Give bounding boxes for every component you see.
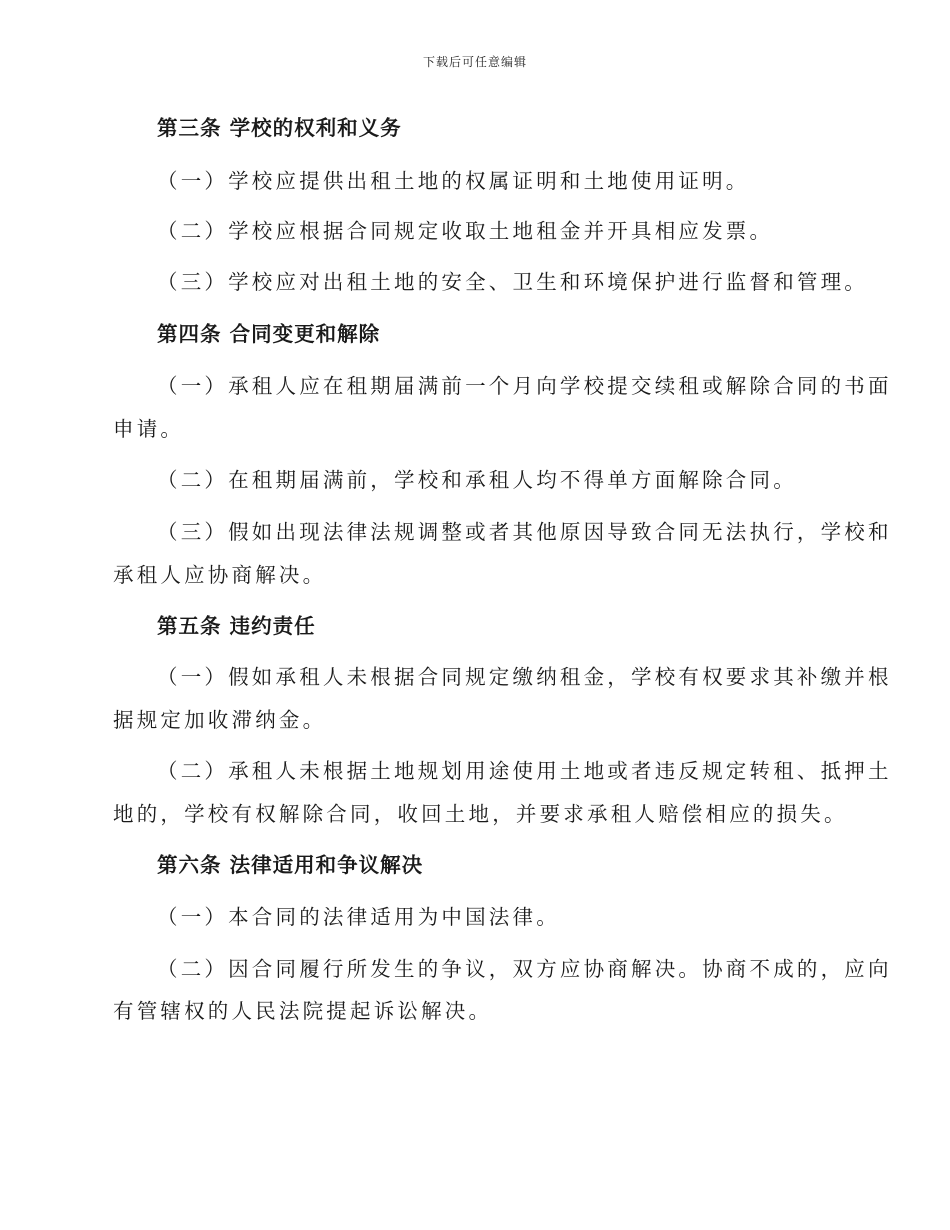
page-header: 下载后可任意编辑: [422, 55, 527, 69]
clause-4-3-line-1: （三）假如出现法律法规调整或者其他原因导致合同无法执行，学校和: [157, 520, 892, 544]
article-4-heading: 第四条 合同变更和解除: [157, 322, 381, 346]
article-3-heading: 第三条 学校的权利和义务: [157, 116, 402, 140]
article-6-heading: 第六条 法律适用和争议解决: [157, 853, 424, 877]
clause-4-1-line-1: （一）承租人应在租期届满前一个月向学校提交续租或解除合同的书面: [157, 374, 892, 398]
clause-4-1-line-2: 申请。: [113, 417, 185, 441]
article-5-heading: 第五条 违约责任: [157, 614, 316, 638]
clause-5-1-line-2: 据规定加收滞纳金。: [113, 708, 327, 732]
clause-6-1: （一）本合同的法律适用为中国法律。: [157, 905, 560, 929]
clause-5-2-line-2: 地的，学校有权解除合同，收回土地，并要求承租人赔偿相应的损失。: [113, 802, 848, 826]
clause-3-1: （一）学校应提供出租土地的权属证明和土地使用证明。: [157, 169, 750, 193]
clause-4-2: （二）在租期届满前，学校和承租人均不得单方面解除合同。: [157, 468, 797, 492]
clause-6-2-line-1: （二）因合同履行所发生的争议，双方应协商解决。协商不成的，应向: [157, 957, 892, 981]
clause-4-3-line-2: 承租人应协商解决。: [113, 563, 327, 587]
clause-6-2-line-2: 有管辖权的人民法院提起诉讼解决。: [113, 999, 493, 1023]
clause-5-2-line-1: （二）承租人未根据土地规划用途使用土地或者违反规定转租、抵押土: [157, 759, 892, 783]
clause-3-3: （三）学校应对出租土地的安全、卫生和环境保护进行监督和管理。: [157, 270, 868, 294]
clause-5-1-line-1: （一）假如承租人未根据合同规定缴纳租金，学校有权要求其补缴并根: [157, 665, 892, 689]
clause-3-2: （二）学校应根据合同规定收取土地租金并开具相应发票。: [157, 219, 774, 243]
